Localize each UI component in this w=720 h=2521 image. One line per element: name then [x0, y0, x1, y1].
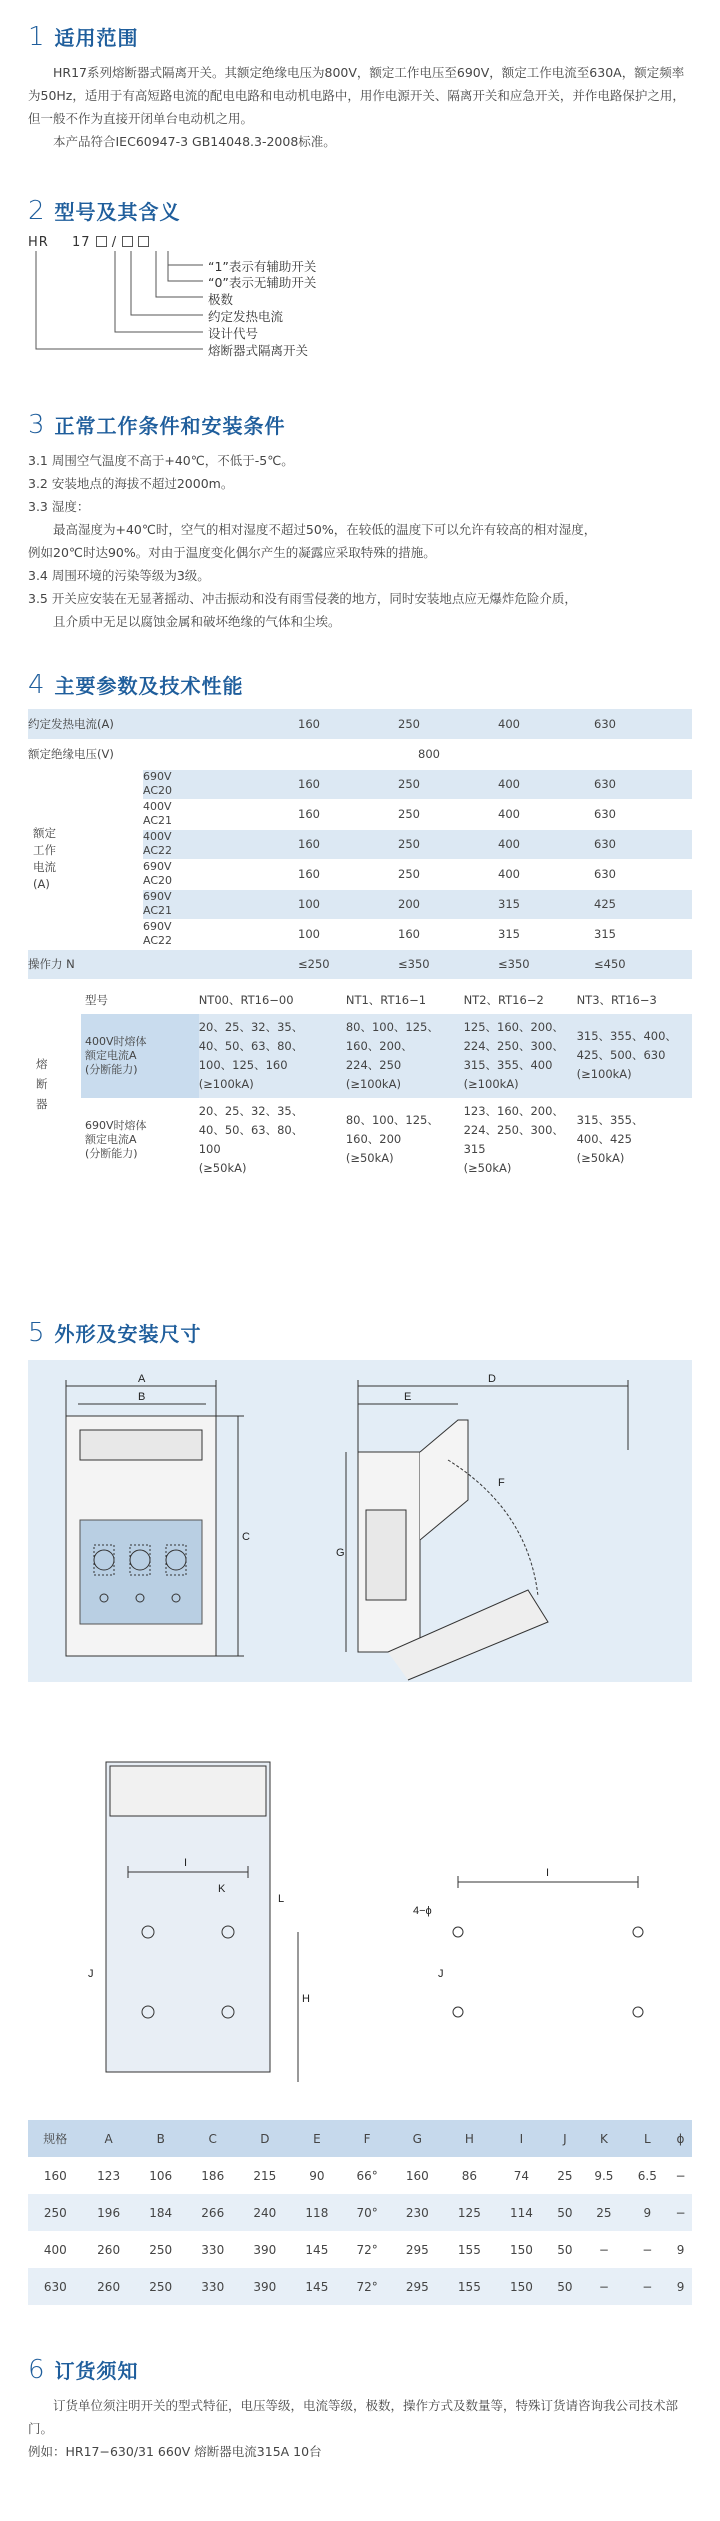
table-cell: 80、100、125、 160、200 (≥50kA) — [345, 1113, 439, 1165]
table-cell: 160 — [405, 2168, 429, 2183]
table-cell: 390 — [253, 2279, 277, 2294]
table-cell: 400 — [498, 829, 594, 859]
table-header-row — [28, 2120, 692, 2157]
dim-b-label: B — [138, 1391, 146, 1403]
column-header: C — [208, 2131, 217, 2146]
section-conditions — [28, 410, 692, 633]
parameters-table — [28, 709, 692, 980]
table-cell: 100 — [298, 889, 398, 919]
condition-line: 3.2 安装地点的海拔不超过2000m。 — [28, 476, 234, 491]
table-cell: 50 — [557, 2279, 573, 2294]
section-number: 4 — [28, 670, 45, 700]
table-cell: 160 — [298, 769, 398, 799]
model-prefix: HR — [28, 235, 49, 250]
table-cell: 72° — [356, 2279, 378, 2294]
section-ordering — [28, 2355, 692, 2463]
model-code-diagram — [28, 235, 692, 360]
table-cell: NT2、RT16−2 — [463, 992, 544, 1007]
section-title — [28, 22, 692, 51]
table-cell: 9 — [676, 2242, 685, 2257]
section-title — [28, 196, 692, 225]
table-cell: 630 — [594, 799, 692, 829]
section-number: 3 — [28, 410, 45, 440]
design-code-label: 设计代号 — [208, 326, 259, 341]
table-cell: − — [675, 2205, 686, 2220]
model-code: HR 17 / — [28, 235, 149, 250]
section-model — [28, 196, 692, 360]
row-label: 额定绝缘电压(V) — [28, 739, 298, 769]
column-header: A — [104, 2131, 113, 2146]
table-cell: 160 — [43, 2168, 67, 2183]
dim-i-label: I — [184, 1857, 188, 1869]
table-cell: 125、160、200、 224、250、300、 315、355、400 (≥100kA) — [463, 1019, 564, 1091]
dim-h-label: H — [302, 1993, 310, 2005]
condition-line: 最高湿度为+40℃时，空气的相对湿度不超过50%，在较低的温度下可以允许有较高的相对湿度， — [53, 522, 597, 537]
section-heading: 外形及安装尺寸 — [54, 1322, 202, 1346]
table-cell: − — [642, 2242, 653, 2257]
dim-e-label: E — [404, 1391, 412, 1403]
dimensions-table — [28, 2120, 692, 2305]
row-label: 约定发热电流(A) — [28, 709, 298, 739]
table-cell: 74 — [513, 2168, 530, 2183]
table-cell: 295 — [405, 2279, 429, 2294]
table-cell: 400 — [43, 2242, 67, 2257]
table-cell: 20、25、32、35、 40、50、63、80、 100 (≥50kA) — [198, 1103, 304, 1175]
table-cell: 196 — [97, 2205, 121, 2220]
table-cell: 20、25、32、35、 40、50、63、80、 100、125、160 (≥100kA) — [198, 1019, 304, 1091]
table-cell: 106 — [149, 2168, 173, 2183]
table-cell: 160 — [298, 709, 398, 739]
aux-no-label: “0”表示无辅助开关 — [208, 275, 317, 290]
row-label: 操作力 N — [28, 949, 298, 979]
column-header: I — [519, 2131, 524, 2146]
table-cell: ≤350 — [398, 949, 498, 979]
table-cell: 630 — [594, 829, 692, 859]
outline-drawing-panel — [28, 1360, 692, 1682]
section-title — [28, 670, 692, 699]
dim-j-label: J — [88, 1968, 94, 1980]
table-cell: NT3、RT16−3 — [576, 992, 657, 1007]
section-number: 6 — [28, 2355, 45, 2385]
table-cell: − — [598, 2242, 609, 2257]
model-number: 17 — [71, 235, 91, 250]
table-cell: 250 — [398, 769, 498, 799]
table-cell: 50 — [557, 2205, 573, 2220]
table-cell: 266 — [201, 2205, 225, 2220]
mounting-drawing — [28, 1752, 692, 2082]
table-cell: 400 — [498, 769, 594, 799]
table-cell: ≤350 — [498, 949, 594, 979]
column-header: G — [412, 2131, 422, 2146]
table-row — [28, 2268, 692, 2305]
fuse-table — [28, 986, 692, 1182]
table-row — [28, 1098, 692, 1182]
table-row — [28, 986, 692, 1014]
dim-j-label: J — [438, 1968, 444, 1980]
table-cell: − — [675, 2168, 686, 2183]
dim-g-label: G — [336, 1547, 345, 1559]
dim-f-label: F — [498, 1477, 505, 1489]
table-cell: 250 — [149, 2242, 173, 2257]
table-cell: 215 — [253, 2168, 277, 2183]
table-cell: ≤250 — [298, 949, 398, 979]
condition-line: 3.3 湿度： — [28, 499, 90, 514]
table-cell: 200 — [398, 889, 498, 919]
table-cell: 315 — [498, 919, 594, 949]
table-cell: 50 — [557, 2242, 573, 2257]
table-cell: 230 — [405, 2205, 429, 2220]
table-cell: 150 — [509, 2242, 533, 2257]
ordering-paragraph: 订货单位须注明开关的型式特征，电压等级，电流等级，极数，操作方式及数量等，特殊订货请咨询我公司技术部门。 — [28, 2398, 679, 2436]
column-header: F — [363, 2131, 371, 2146]
standard-paragraph: 本产品符合IEC60947-3 GB14048.3-2008标准。 — [53, 134, 336, 149]
column-header: J — [563, 2131, 567, 2146]
table-cell: 125 — [457, 2205, 481, 2220]
table-cell: 250 — [398, 799, 498, 829]
section-heading: 型号及其含义 — [54, 200, 181, 224]
row-label: 型号 — [84, 992, 108, 1007]
table-cell: 150 — [509, 2279, 533, 2294]
table-cell: 9 — [676, 2279, 685, 2294]
section-parameters — [28, 670, 692, 1182]
table-cell: 90 — [309, 2168, 325, 2183]
table-cell: 155 — [457, 2242, 481, 2257]
table-cell: 86 — [461, 2168, 478, 2183]
column-header: ϕ — [676, 2131, 685, 2146]
table-cell: 9.5 — [594, 2168, 614, 2183]
table-cell: 315 — [498, 889, 594, 919]
table-cell: NT00、RT16−00 — [198, 992, 294, 1007]
column-header: E — [313, 2131, 321, 2146]
condition-line: 且介质中无足以腐蚀金属和破坏绝缘的气体和尘埃。 — [53, 614, 341, 629]
table-cell: 315、355、400、 425、500、630 (≥100kA) — [576, 1029, 677, 1081]
table-cell: 250 — [398, 859, 498, 889]
table-cell: 690V AC21 — [143, 889, 298, 919]
section-dimensions — [28, 1318, 692, 1357]
table-cell: 630 — [43, 2279, 67, 2294]
table-cell: 630 — [594, 709, 692, 739]
table-cell: 425 — [594, 889, 692, 919]
table-cell: 330 — [201, 2242, 225, 2257]
column-header: D — [260, 2131, 270, 2146]
table-row — [28, 739, 692, 769]
table-cell: − — [642, 2279, 653, 2294]
table-cell: 690V AC22 — [143, 919, 298, 949]
section-number: 5 — [28, 1318, 45, 1348]
condition-line: 3.5 开关应安装在无显著摇动、冲击振动和没有雨雪侵袭的地方，同时安装地点应无爆炸危险介质， — [28, 591, 577, 606]
current-label: 约定发热电流 — [208, 309, 284, 324]
table-cell: 66° — [356, 2168, 378, 2183]
poles-label: 极数 — [208, 292, 234, 307]
hole-label: 4−ϕ — [413, 1905, 432, 1917]
aux-yes-label: “1”表示有辅助开关 — [208, 259, 317, 274]
section-number: 2 — [28, 196, 45, 226]
fuse-label: 熔 断 器 — [28, 986, 81, 1182]
section-title — [28, 2355, 692, 2384]
table-cell: 9 — [643, 2205, 652, 2220]
mounting-drawing-panel — [28, 1752, 692, 2082]
table-cell: 250 — [43, 2205, 67, 2220]
table-cell: 400 — [498, 799, 594, 829]
condition-line: 3.1 周围空气温度不高于+40℃，不低于-5℃。 — [28, 453, 294, 468]
table-cell: 160 — [298, 829, 398, 859]
table-cell: 295 — [405, 2242, 429, 2257]
section-heading: 适用范围 — [54, 26, 139, 50]
model-leader-lines — [28, 235, 228, 360]
table-cell: 25 — [557, 2168, 573, 2183]
column-header: H — [464, 2131, 474, 2146]
table-cell: 260 — [97, 2279, 121, 2294]
table-cell: 145 — [305, 2279, 329, 2294]
table-cell: 690V AC20 — [143, 859, 298, 889]
dim-i-label: I — [546, 1867, 550, 1879]
column-header: B — [156, 2131, 165, 2146]
table-cell: 630 — [594, 859, 692, 889]
table-cell: 260 — [97, 2242, 121, 2257]
section-heading: 主要参数及技术性能 — [54, 674, 244, 698]
table-row — [28, 1014, 692, 1098]
condition-line: 3.4 周围环境的污染等级为3级。 — [28, 568, 210, 583]
dim-d-label: D — [488, 1373, 496, 1385]
section-title — [28, 1318, 692, 1347]
table-cell: 80、100、125、 160、200、 224、250 (≥100kA) — [345, 1019, 439, 1091]
dim-a-label: A — [138, 1373, 146, 1385]
table-cell: 800 — [298, 739, 692, 769]
work-current-label: 额定 工作 电流 (A) — [28, 769, 143, 949]
section-heading: 正常工作条件和安装条件 — [54, 414, 286, 438]
device-type-label: 熔断器式隔离开关 — [208, 343, 309, 358]
table-cell: 400 — [498, 709, 594, 739]
table-cell: 390 — [253, 2242, 277, 2257]
table-cell: 155 — [457, 2279, 481, 2294]
table-row — [28, 949, 692, 979]
column-header: 规格 — [43, 2132, 68, 2146]
table-cell: 250 — [398, 829, 498, 859]
table-cell: 315 — [594, 919, 692, 949]
column-header: L — [643, 2131, 651, 2146]
ordering-example: 例如：HR17−630/31 660V 熔断器电流315A 10台 — [28, 2444, 322, 2459]
dim-c-label: C — [242, 1531, 250, 1543]
table-cell: 186 — [201, 2168, 225, 2183]
table-cell: 114 — [509, 2205, 533, 2220]
table-cell: ≤450 — [594, 949, 692, 979]
table-cell: 240 — [253, 2205, 277, 2220]
table-cell: 630 — [594, 769, 692, 799]
table-cell: 160 — [298, 799, 398, 829]
table-cell: 72° — [356, 2242, 378, 2257]
table-cell: 160 — [298, 859, 398, 889]
row-label: 690V时熔体 额定电流A (分断能力) — [84, 1118, 147, 1160]
column-header: K — [599, 2131, 608, 2146]
table-cell: − — [598, 2279, 609, 2294]
table-cell: 123 — [97, 2168, 121, 2183]
condition-line: 例如20℃时达90%。对由于温度变化偶尔产生的凝露应采取特殊的措施。 — [28, 545, 436, 560]
table-cell: 400V AC22 — [143, 829, 298, 859]
table-cell: 690V AC20 — [143, 769, 298, 799]
table-cell: NT1、RT16−1 — [345, 992, 427, 1007]
table-cell: 184 — [149, 2205, 173, 2220]
scope-paragraph: HR17系列熔断器式隔离开关。其额定绝缘电压为800V，额定工作电压至690V，额定工作电流至630A，额定频率为50Hz，适用于有高短路电流的配电电路和电动机电路中，用作电源开关、隔离开关和应急开关，并作电路保护之用，但一般不作为直接开闭单台电动机之用。 — [28, 65, 685, 126]
table-cell: 400 — [498, 859, 594, 889]
table-cell: 250 — [398, 709, 498, 739]
dim-l-label: L — [278, 1893, 285, 1905]
section-title — [28, 410, 692, 439]
table-cell: 160 — [398, 919, 498, 949]
dimensions-table-wrap — [28, 2120, 692, 2305]
section-number: 1 — [28, 22, 45, 52]
table-cell: 145 — [305, 2242, 329, 2257]
table-row — [28, 709, 692, 739]
section-scope — [28, 22, 692, 153]
table-cell: 315、355、 400、425 (≥50kA) — [576, 1113, 644, 1165]
dim-k-label: K — [218, 1883, 226, 1895]
table-cell: 123、160、200、 224、250、300、 315 (≥50kA) — [463, 1103, 564, 1175]
section-heading: 订货须知 — [54, 2359, 139, 2383]
table-cell: 6.5 — [637, 2168, 657, 2183]
table-cell: 70° — [356, 2205, 378, 2220]
table-cell: 118 — [305, 2205, 329, 2220]
row-label: 400V时熔体 额定电流A (分断能力) — [81, 1014, 199, 1098]
table-cell: 25 — [596, 2205, 612, 2220]
outline-drawing — [28, 1360, 692, 1682]
table-cell: 330 — [201, 2279, 225, 2294]
table-row — [28, 2231, 692, 2268]
table-row — [28, 769, 692, 799]
table-cell: 250 — [149, 2279, 173, 2294]
table-cell: 400V AC21 — [143, 799, 298, 829]
table-row — [28, 2194, 692, 2231]
table-row — [28, 2157, 692, 2194]
table-cell: 100 — [298, 919, 398, 949]
